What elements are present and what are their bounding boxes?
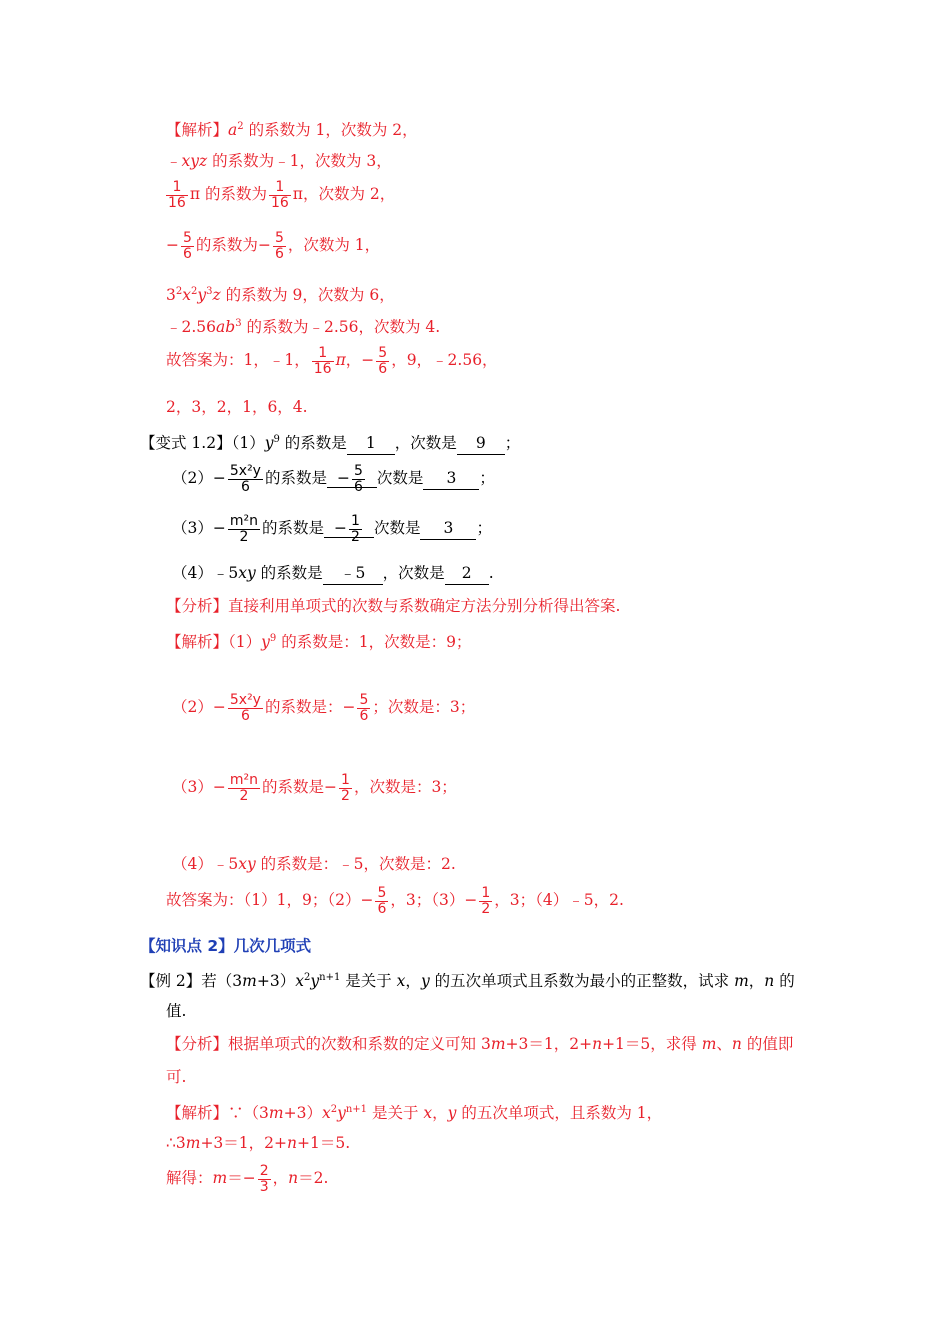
fraction: $\frac{1}{2}$ bbox=[341, 772, 350, 804]
fraction: $\frac{2}{3}$ bbox=[259, 1163, 269, 1195]
variant-1-2-q1: 【变式 1.2】$(1)y^9$ 的系数是 1 ，次数是 9 ； bbox=[140, 429, 520, 455]
solution-1: 【解析】$(1)y^9$ 的系数是：1，次数是：9； bbox=[166, 633, 472, 652]
answer-blank: 9 bbox=[457, 432, 505, 455]
answer-blank: 1 bbox=[347, 432, 395, 455]
solution-4: （4）﹣5xy 的系数是：﹣5，次数是：2. bbox=[172, 855, 456, 873]
fraction: $\frac{1}{2}$ bbox=[351, 513, 360, 545]
analysis-line-6: $﹣2.56ab^3$ 的系数为﹣2.56，次数为 4. bbox=[166, 318, 441, 337]
answer-blank: 3 bbox=[420, 517, 476, 540]
answer-blank: 3 bbox=[423, 467, 479, 490]
answer-summary: 故答案为：（1）1，9；（2）− $\frac{5}{6}$ ，3；（3）− $\frac{1}{2}$ ，3；（4）﹣5，2. bbox=[166, 885, 624, 917]
fraction: $\frac{1}{2}$ bbox=[481, 885, 491, 917]
analysis-line-4: − $\frac{5}{6}$ 的系数为− $\frac{5}{6}$ ，次数为 1， bbox=[166, 230, 381, 262]
fraction: $\frac{5}{6}$ bbox=[353, 463, 363, 495]
solution-3: （3）− $\frac{\text{m²n}}{2}$ 的系数是− $\frac{1}{2}$ ，次数是：3； bbox=[172, 772, 457, 804]
solution-ex2-line-1: 【解析】$\because(3m+3)x^2y^{n+1}$ 是关于 x，y 的五次单项式，且系数为 1， bbox=[166, 1104, 663, 1123]
solution-ex2-line-3: 解得：m＝− $\frac{2}{3}$ ，n＝2. bbox=[166, 1163, 329, 1195]
example-2-line-2: 值. bbox=[166, 1002, 187, 1020]
answer-blank: ﹣5 bbox=[323, 562, 383, 585]
solution-2: （2）− $\frac{\text{5x²y}}{6}$ 的系数是：− $\frac{5}{6}$ ；次数是：3； bbox=[172, 692, 476, 724]
fraction: $\frac{1}{16}$ bbox=[168, 179, 186, 211]
fraction: $\frac{5}{6}$ bbox=[183, 230, 192, 262]
analysis-line-3: $\frac{1}{16}$ π 的系数为 $\frac{1}{16}$ π，次数为 2， bbox=[168, 179, 396, 211]
example-2-line-1: 【例 2】若$(3m+3)x^2y^{n+1}$ 是关于 x，y 的五次单项式且系数为最小的正整数，试求 m，n 的 bbox=[140, 972, 795, 991]
answer-line-2: 2，3，2，1，6，4. bbox=[166, 398, 308, 416]
analysis-hint: 【分析】直接利用单项式的次数与系数确定方法分别分析得出答案. bbox=[166, 597, 621, 615]
fraction: $\frac{5}{6}$ bbox=[274, 230, 284, 262]
solution-ex2-line-2: ∴3m+3＝1，2+n+1＝5. bbox=[166, 1134, 351, 1152]
answer-line-1: 故答案为：1，﹣1， $\frac{1}{16}$ π，− $\frac{5}{6}$ ，9，﹣2.56， bbox=[166, 345, 498, 377]
fraction: $\frac{5}{6}$ bbox=[377, 885, 387, 917]
analysis-line-5: $3^2x^2y^3z$ 的系数为 9，次数为 6， bbox=[166, 286, 395, 305]
analysis-line-1: 【解析】$a^2$ 的系数为 1，次数为 2， bbox=[166, 121, 418, 140]
fraction: $\frac{5}{6}$ bbox=[378, 345, 388, 377]
answer-blank: − $\frac{1}{2}$ bbox=[324, 519, 374, 538]
answer-blank: 2 bbox=[445, 562, 489, 585]
fraction: $\frac{5}{6}$ bbox=[359, 692, 369, 724]
fraction: $\frac{\text{m²n}}{2}$ bbox=[229, 513, 258, 545]
fraction: $\frac{\text{5x²y}}{6}$ bbox=[229, 692, 261, 724]
section-heading: 【知识点 2】几次几项式 bbox=[140, 937, 312, 955]
fraction: $\frac{\text{5x²y}}{6}$ bbox=[229, 463, 261, 495]
analysis-line-2: ﹣xyz 的系数为﹣1，次数为 3， bbox=[166, 152, 392, 170]
analysis-ex2-line-1: 【分析】根据单项式的次数和系数的定义可知 3m+3＝1，2+n+1＝5，求得 m、n 的值即 bbox=[166, 1035, 794, 1053]
answer-blank: − $\frac{5}{6}$ bbox=[327, 469, 377, 488]
variant-1-2-q2: （2）− $\frac{\text{5x²y}}{6}$ 的系数是 − $\frac{5}{6}$ 次数是 3 ； bbox=[172, 463, 495, 495]
fraction: $\frac{\text{m²n}}{2}$ bbox=[229, 772, 258, 804]
fraction: $\frac{1}{16}$ bbox=[270, 179, 289, 211]
variant-1-2-q4: （4）﹣5xy 的系数是 ﹣5 ，次数是 2 . bbox=[172, 562, 494, 585]
variant-1-2-q3: （3）− $\frac{\text{m²n}}{2}$ 的系数是 − $\frac{1}{2}$ 次数是 3 ； bbox=[172, 513, 492, 545]
analysis-ex2-line-2: 可. bbox=[166, 1068, 187, 1086]
fraction: $\frac{1}{16}$ bbox=[313, 345, 332, 377]
